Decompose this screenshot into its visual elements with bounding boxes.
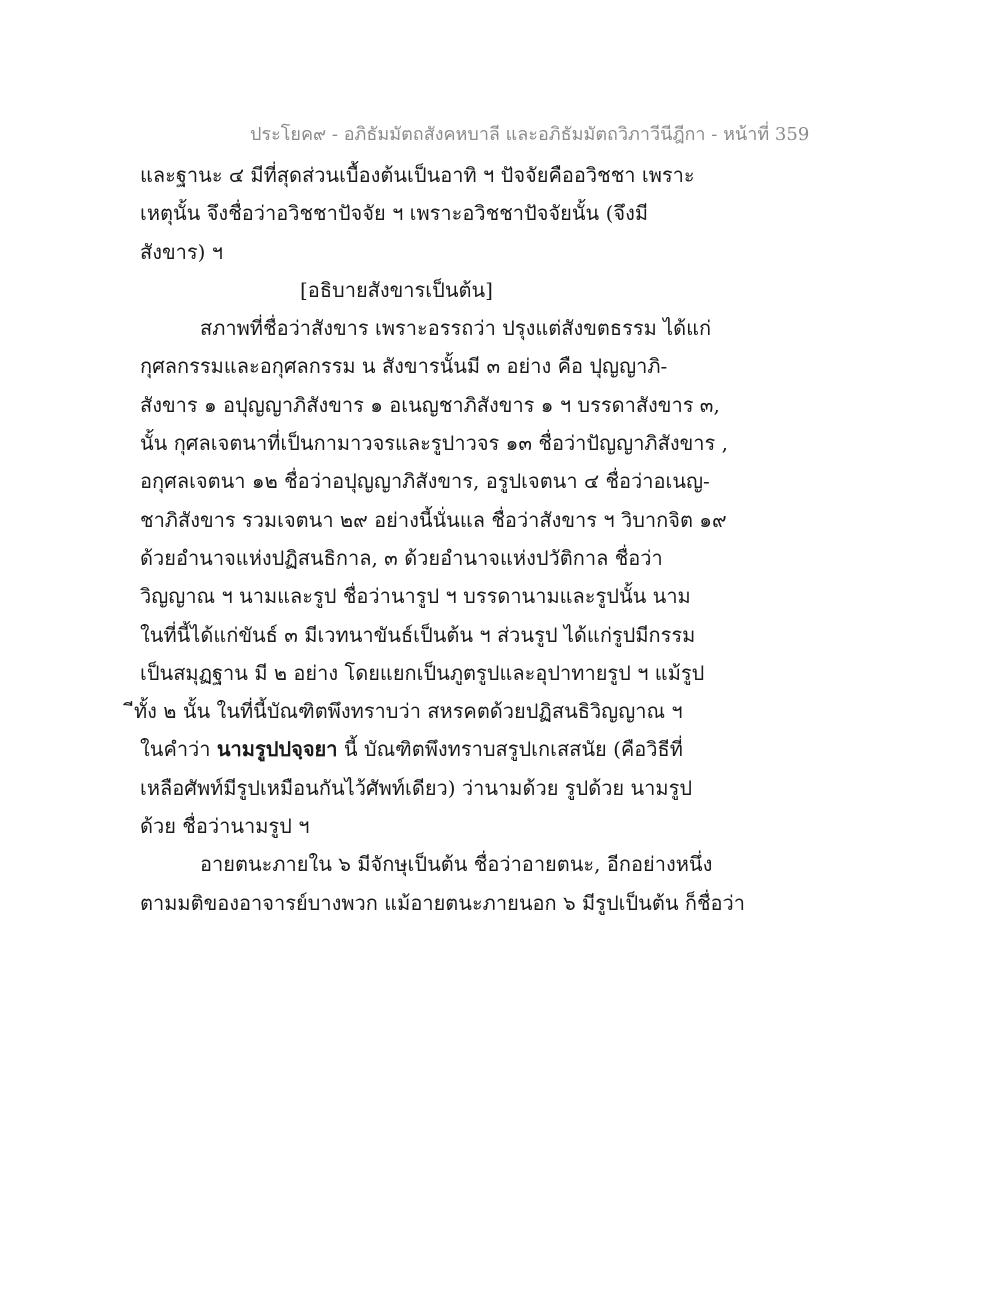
text-line: วิญญาณ ฯ นามและรูป ชื่อว่านารูป ฯ บรรดานามและรูปนั้น นาม xyxy=(140,584,691,609)
text-line: ด้วยอำนาจแห่งปฏิสนธิกาล, ๓ ด้วยอำนาจแห่งปวัติกาล ชื่อว่า xyxy=(140,545,663,570)
text-line: นั้น กุศลเจตนาที่เป็นกามาวจรและรูปาวจร ๑๓ ชื่อว่าปัญญาภิสังขาร , xyxy=(140,431,728,456)
running-header: ประโยค๙ - อภิธัมมัตถสังคหบาลี และอภิธัมมัตถวิภาวีนีฎีกา - หน้าที่ 359 xyxy=(250,124,810,145)
text-line: ชาภิสังขาร รวมเจตนา ๒๙ อย่างนี้นั่นแล ชื่อว่าสังขาร ฯ วิบากจิต ๑๙ xyxy=(140,507,727,532)
text-line: กุศลกรรมและอกุศลกรรม น สังขารนั้นมี ๓ อย่าง คือ ปุญญาภิ- xyxy=(140,354,668,379)
text-line: ีทั้ง ๒ นั้น ในที่นี้บัณฑิตพึงทราบว่า สหรคตด้วยปฏิสนธิวิญญาณ ฯ xyxy=(134,699,683,724)
line-suffix: นี้ บัณฑิตพึงทราบสรูปเกเสสนัย (คือวิธีที่ xyxy=(337,737,683,762)
text-line: ด้วย ชื่อว่านามรูป ฯ xyxy=(140,814,310,839)
text-line: เป็นสมุฏฐาน มี ๒ อย่าง โดยแยกเป็นภูตรูปและอุปาทายรูป ฯ แม้รูป xyxy=(140,660,705,685)
text-line-with-term xyxy=(140,730,740,768)
text-line: และฐานะ ๔ มีที่สุดส่วนเบื้องต้นเป็นอาทิ ฯ ปัจจัยคืออวิชชา เพราะ xyxy=(140,163,695,187)
section-heading: [อธิบายสังขารเป็นต้น] xyxy=(300,277,493,302)
paragraph-first-line: อายตนะภายใน ๖ มีจักษุเป็นต้น ชื่อว่าอายตนะ, อีกอย่างหนึ่ง xyxy=(200,852,713,877)
body-text xyxy=(134,156,746,922)
text-line: ตามมติของอาจารย์บางพวก แม้อายตนะภายนอก ๖ มีรูปเป็นต้น ก็ชื่อว่า xyxy=(140,890,746,915)
text-line: อกุศลเจตนา ๑๒ ชื่อว่าอปุญญาภิสังขาร, อรูปเจตนา ๔ ชื่อว่าอเนญ- xyxy=(140,469,710,494)
line-prefix: ในคำว่า xyxy=(140,737,217,762)
text-line: เหตุนั้น จึงชื่อว่าอวิชชาปัจจัย ฯ เพราะอวิชชาปัจจัยนั้น (จึงมี xyxy=(140,201,649,226)
pali-term: นามรูปปจฺจยา xyxy=(216,737,338,762)
text-line: ในที่นี้ได้แก่ขันธ์ ๓ มีเวทนาขันธ์เป็นต้น ฯ ส่วนรูป ได้แก่รูปมีกรรม xyxy=(140,622,696,647)
text-line: เหลือศัพท์มีรูปเหมือนกันไว้ศัพท์เดียว) ว่านามด้วย รูปด้วย นามรูป xyxy=(140,775,693,800)
paragraph-first-line: สภาพที่ชื่อว่าสังขาร เพราะอรรถว่า ปรุงแต่สังขตธรรม ได้แก่ xyxy=(200,316,712,341)
text-line: สังขาร) ฯ xyxy=(140,239,224,264)
text-line: สังขาร ๑ อปุญญาภิสังขาร ๑ อเนญชาภิสังขาร ๑ ฯ บรรดาสังขาร ๓, xyxy=(140,392,720,417)
